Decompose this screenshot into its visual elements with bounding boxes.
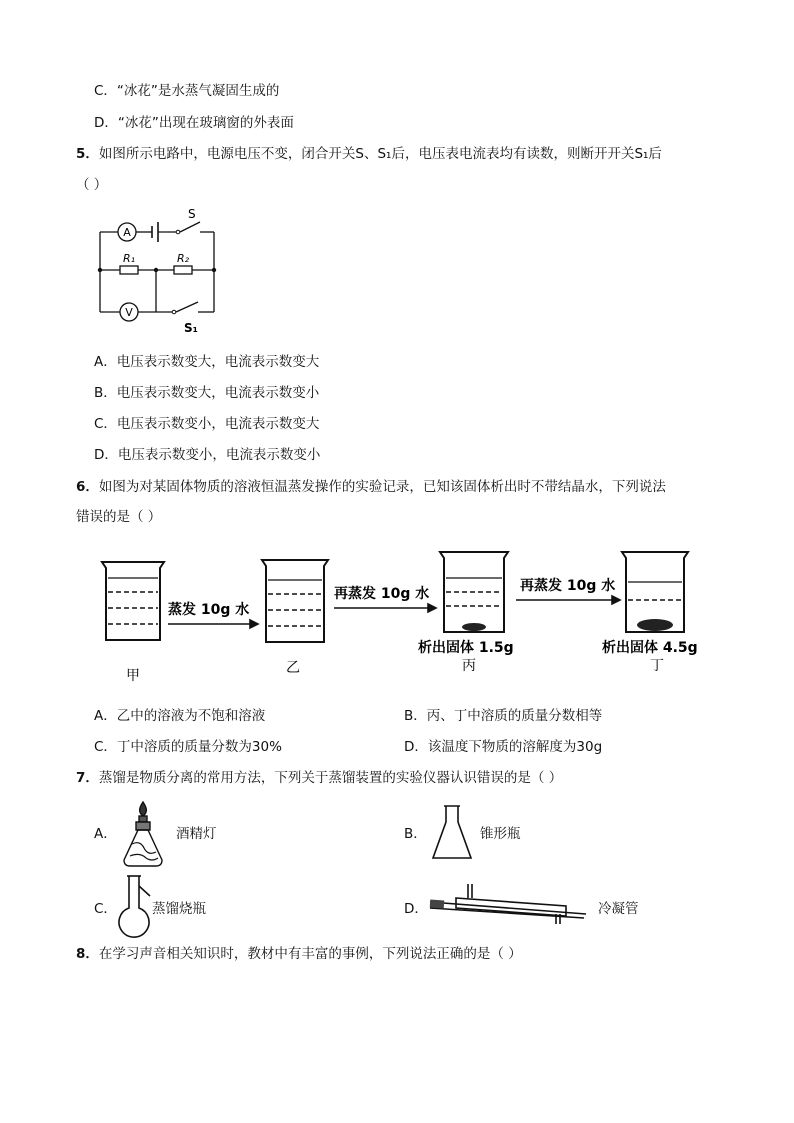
switch-s-contact [176,230,180,234]
q8-number: 8． [76,946,99,962]
precipitate-bing [462,623,486,631]
ammeter-label: A [123,226,131,239]
q7-option-a-letter: A． [94,826,117,842]
q6-number: 6． [76,479,99,495]
q5-option-c: C．电压表示数变小，电流表示数变大 [94,416,320,432]
q7-stem-line [76,769,562,787]
q6-stem-line2: 错误的是（ ） [76,509,162,525]
q4-option-c: C．“冰花”是水蒸气凝固生成的 [94,83,280,99]
switch-s-label: S [188,207,196,221]
q5-circuit-diagram [92,204,222,340]
junction-dot [98,268,102,272]
q6-option-a: A．乙中的溶液为不饱和溶液 [94,708,266,724]
q5-option-a: A．电压表示数变大，电流表示数变大 [94,354,320,370]
q5-number: 5． [76,146,99,162]
q4-option-d: D．“冰花”出现在玻璃窗的外表面 [94,115,294,131]
q7-option-c-letter: C． [94,901,117,917]
q7-option-b-letter: B． [404,826,427,842]
arrow1-label: 蒸发 10g 水 [168,602,250,618]
q6-option-d: D．该温度下物质的溶解度为30g [404,739,603,755]
label-ding: 丁 [650,658,664,674]
q8-stem-line [76,945,522,963]
label-bing: 丙 [462,658,476,674]
precip-bing-label: 析出固体 1.5g [418,640,514,656]
alcohol-lamp-icon [118,800,168,868]
q7-option-b-label: 锥形瓶 [480,826,521,842]
q5-paren: （ ） [76,177,108,193]
switch-s1-contact [172,310,176,314]
precipitate-ding [637,619,673,631]
q6-option-c: C．丁中溶质的质量分数为30% [94,739,282,755]
q7-option-d-letter: D． [404,901,428,917]
distillation-flask-icon [116,874,152,940]
voltmeter-label: V [125,306,133,319]
r2-label: R₂ [177,252,190,265]
switch-s1-label: S₁ [184,321,198,335]
condenser-icon [426,880,596,926]
q7-option-d-label: 冷凝管 [598,901,639,917]
q5-option-b: B．电压表示数变大，电流表示数变小 [94,385,320,401]
arrow2-label: 再蒸发 10g 水 [334,586,430,602]
q6-stem-1: 如图为对某固体物质的溶液恒温蒸发操作的实验记录，已知该固体析出时不带结晶水，下列说法 [98,479,666,495]
conical-flask-icon [430,804,474,862]
label-yi: 乙 [286,660,300,676]
q7-number: 7． [76,770,99,786]
q6-option-b: B．丙、丁中溶质的质量分数相等 [404,708,603,724]
junction-dot [154,268,158,272]
q6-stem-line1 [76,478,666,496]
q7-option-c-label: 蒸馏烧瓶 [152,901,206,917]
junction-dot [212,268,216,272]
q6-evaporation-figure [96,548,706,686]
q7-option-a-label: 酒精灯 [176,826,217,842]
q5-stem: 如图所示电路中，电源电压不变，闭合开关S、S₁后，电压表电流表均有读数，则断开开关S₁后 [98,146,662,162]
q5-stem-line [76,145,662,163]
r1-label: R₁ [123,252,136,265]
q8-stem: 在学习声音相关知识时，教材中有丰富的事例，下列说法正确的是（ ） [98,946,522,962]
label-jia: 甲 [126,668,140,684]
q5-option-d: D．电压表示数变小，电流表示数变小 [94,447,321,463]
q7-stem: 蒸馏是物质分离的常用方法，下列关于蒸馏装置的实验仪器认识错误的是（ ） [98,770,563,786]
precip-ding-label: 析出固体 4.5g [602,640,698,656]
arrow3-label: 再蒸发 10g 水 [520,578,616,594]
